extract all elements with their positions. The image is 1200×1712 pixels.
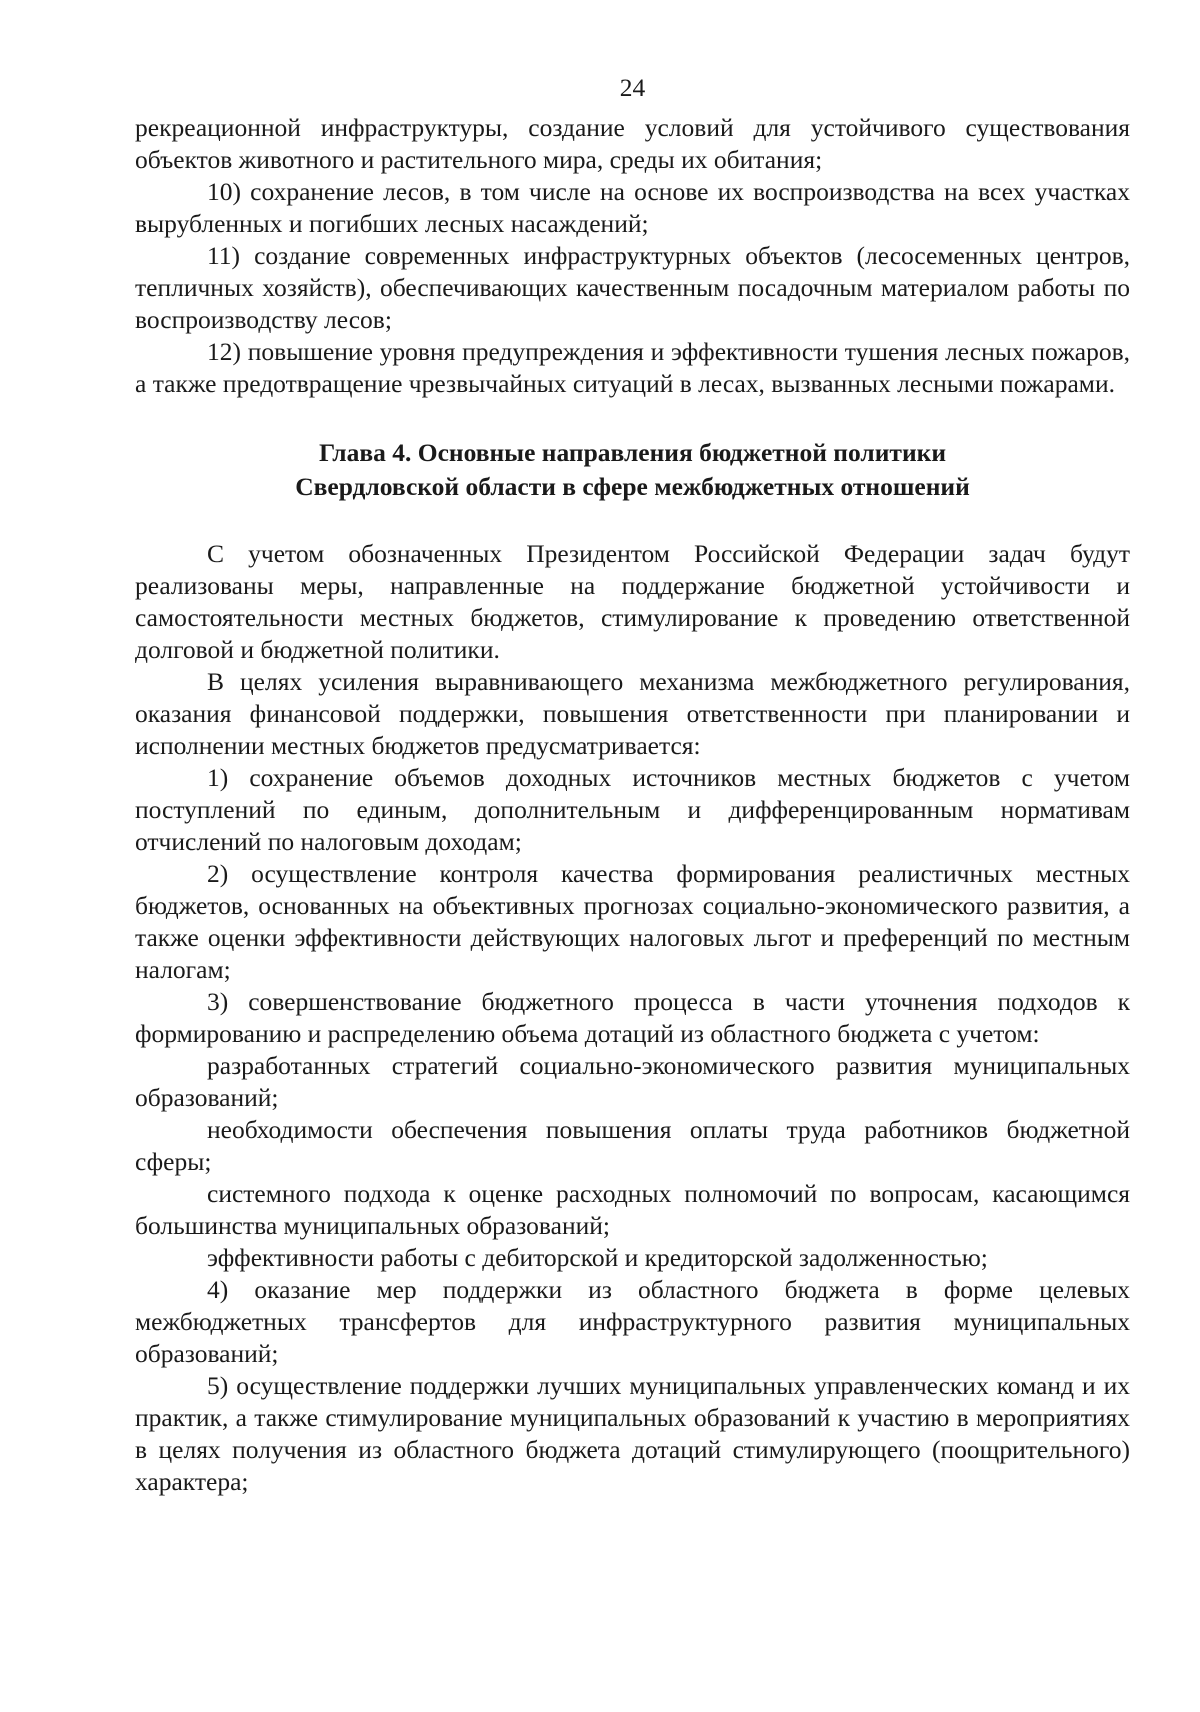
paragraph: 10) сохранение лесов, в том числе на основе их воспроизводства на всех участках вырубленных и погибших лесных насаждений; [135,177,1130,238]
paragraph: С учетом обозначенных Президентом Российской Федерации задач будут реализованы меры, направленные на поддержание бюджетной устойчивости и самостоятельности местных бюджетов, стимулирование к проведению ответственной долговой и бюджетной политики. [135,539,1130,664]
paragraph: 12) повышение уровня предупреждения и эффективности тушения лесных пожаров, а также предотвращение чрезвычайных ситуаций в лесах, вызванных лесными пожарами. [135,337,1130,398]
chapter-heading-line: Глава 4. Основные направления бюджетной политики [318,438,947,467]
paragraph: 5) осуществление поддержки лучших муниципальных управленческих команд и их практик, а также стимулирование муниципальных образований к участию в мероприятиях в целях получения из областного бюджета дотаций стимулирующего (поощрительного) характера; [135,1371,1130,1496]
chapter-heading [135,436,1130,504]
paragraph: необходимости обеспечения повышения оплаты труда работников бюджетной сферы; [135,1115,1130,1176]
paragraph: рекреационной инфраструктуры, создание условий для устойчивого существования объектов животного и растительного мира, среды их обитания; [135,113,1130,174]
paragraph: В целях усиления выравнивающего механизма межбюджетного регулирования, оказания финансовой поддержки, повышения ответственности при планировании и исполнении местных бюджетов предусматривается: [135,667,1130,760]
page-number: 24 [619,73,646,102]
paragraph: разработанных стратегий социально-экономического развития муниципальных образований; [135,1051,1130,1112]
chapter-heading-line: Свердловской области в сфере межбюджетных отношений [295,472,970,501]
paragraph: 11) создание современных инфраструктурных объектов (лесосеменных центров, тепличных хозяйств), обеспечивающих качественным посадочным материалом работы по воспроизводству лесов; [135,241,1130,334]
paragraph: 1) сохранение объемов доходных источников местных бюджетов с учетом поступлений по единым, дополнительным и дифференцированным нормативам отчислений по налоговым доходам; [135,763,1130,856]
document-page [135,72,1130,1498]
paragraph: эффективности работы с дебиторской и кредиторской задолженностью; [207,1243,988,1272]
paragraph: 3) совершенствование бюджетного процесса в части уточнения подходов к формированию и распределению объема дотаций из областного бюджета с учетом: [135,987,1130,1048]
paragraph: 4) оказание мер поддержки из областного бюджета в форме целевых межбюджетных трансфертов для инфраструктурного развития муниципальных образований; [135,1275,1130,1368]
paragraph: 2) осуществление контроля качества формирования реалистичных местных бюджетов, основанных на объективных прогнозах социально-экономического развития, а также оценки эффективности действующих налоговых льгот и преференций по местным налогам; [135,859,1130,984]
paragraph: системного подхода к оценке расходных полномочий по вопросам, касающимся большинства муниципальных образований; [135,1179,1130,1240]
